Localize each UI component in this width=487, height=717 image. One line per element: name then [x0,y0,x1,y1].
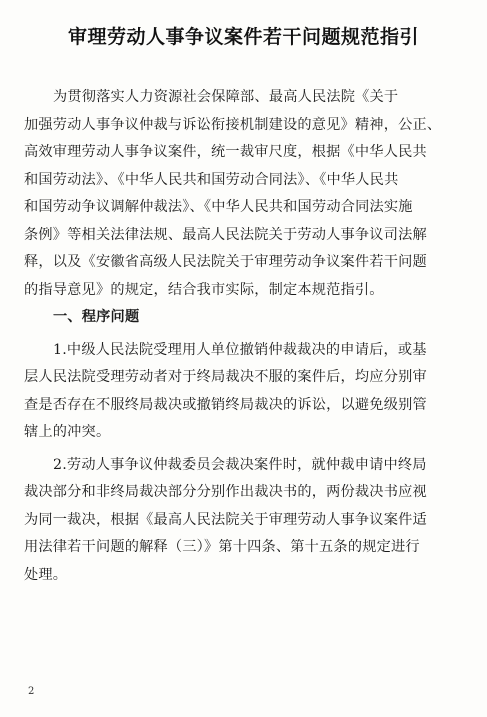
item-2-paragraph [24,452,466,590]
text-line: 条例》等相关法律法规、最高人民法院关于劳动人事争议司法解 [24,226,427,243]
text-line: 2.劳动人事争议仲裁委员会裁决案件时，就仲裁申请中终局 [53,456,427,473]
text-line: 层人民法院受理劳动者对于终局裁决不服的案件后，均应分别审 [24,369,427,385]
item-1-paragraph [24,337,466,447]
page-number: 2 [28,686,35,697]
intro-paragraph [24,84,466,304]
text-line: 释，以及《安徽省高级人民法院关于审理劳动争议案件若干问题 [24,254,427,270]
text-line: 为同一裁决，根据《最高人民法院关于审理劳动人事争议案件适 [24,511,427,528]
text-line: 高效审理劳动人事争议案件，统一裁审尺度，根据《中华人民共 [24,144,427,160]
text-line: 查是否存在不服终局裁决或撤销终局裁决的诉讼，以避免级别管 [24,396,427,413]
text-line: 和国劳动争议调解仲裁法》、《中华人民共和国劳动合同法实施 [24,199,413,215]
text-line: 为贯彻落实人力资源社会保障部、最高人民法院《关于 [53,89,399,105]
text-line: 的指导意见》的规定，结合我市实际，制定本规范指引。 [24,281,384,298]
text-line: 用法律若干问题的解释（三）》第十四条、第十五条的规定进行 [24,539,420,555]
text-line: 处理。 [24,566,68,583]
section-heading: 一、程序问题 [53,309,140,325]
text-line: 1.中级人民法院受理用人单位撤销仲裁裁决的申请后，或基 [53,341,427,358]
document-title: 审理劳动人事争议案件若干问题规范指引 [67,26,419,48]
text-line: 裁决部分和非终局裁决部分分别作出裁决书的，两份裁决书应视 [24,484,427,500]
text-line: 和国劳动法》、《中华人民共和国劳动合同法》、《中华人民共 [24,171,399,188]
text-line: 辖上的冲突。 [24,424,111,440]
text-line: 加强劳动人事争议仲裁与诉讼衔接机制建设的意见》精神，公正、 [24,116,442,133]
document-body [24,84,466,589]
